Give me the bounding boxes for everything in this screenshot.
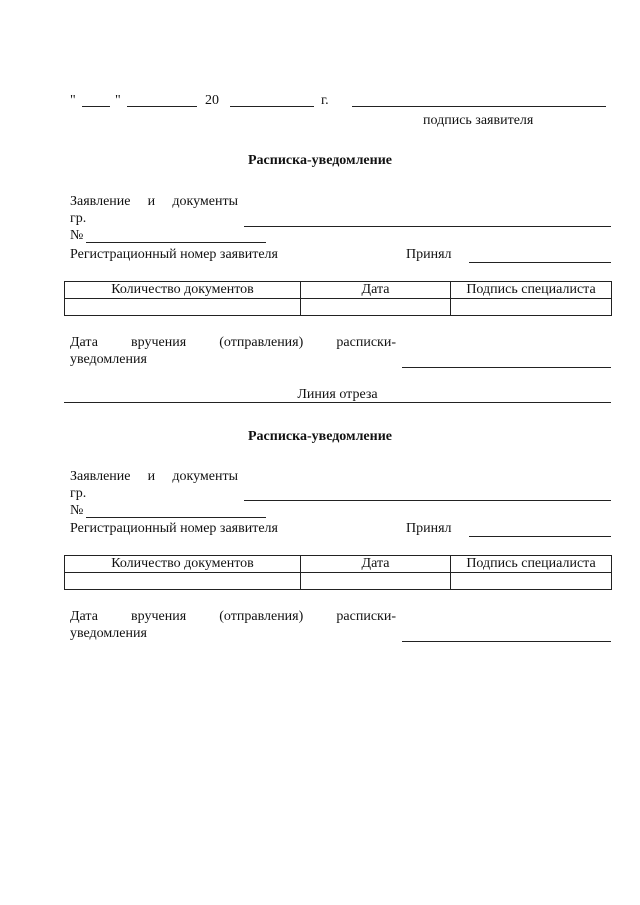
statement-word: и bbox=[147, 194, 156, 209]
accepted-label: Принял bbox=[406, 247, 452, 262]
statement-label-row bbox=[70, 469, 238, 485]
column-header: Дата bbox=[301, 556, 451, 573]
documents-table bbox=[64, 555, 612, 590]
delivery-word: Дата bbox=[70, 335, 98, 350]
accepted-label: Принял bbox=[406, 521, 452, 536]
table-cell[interactable] bbox=[301, 573, 451, 590]
accepted-signature-blank[interactable] bbox=[469, 536, 611, 537]
column-header: Количество документов bbox=[65, 556, 301, 573]
number-blank[interactable] bbox=[86, 517, 266, 518]
citizen-name-blank[interactable] bbox=[244, 500, 611, 501]
citizen-label: гр. bbox=[70, 211, 87, 226]
delivery-date-blank[interactable] bbox=[402, 367, 611, 368]
reg-number-label: Регистрационный номер заявителя bbox=[70, 521, 278, 536]
statement-word: Заявление bbox=[70, 469, 131, 484]
citizen-name-blank[interactable] bbox=[244, 226, 611, 227]
month-blank[interactable] bbox=[127, 106, 197, 107]
receipt-title: Расписка-уведомление bbox=[248, 429, 392, 444]
statement-word: Заявление bbox=[70, 194, 131, 209]
table-cell[interactable] bbox=[65, 299, 301, 316]
year-suffix: г. bbox=[321, 93, 329, 108]
delivery-label-line2: уведомления bbox=[70, 626, 147, 641]
date-quote-close: " bbox=[115, 93, 121, 108]
year-prefix: 20 bbox=[205, 93, 219, 108]
accepted-signature-blank[interactable] bbox=[469, 262, 611, 263]
documents-table bbox=[64, 281, 612, 316]
table-header-row bbox=[65, 556, 612, 573]
statement-word: и bbox=[147, 469, 156, 484]
delivery-word: (отправления) bbox=[219, 609, 304, 624]
table-row bbox=[65, 573, 612, 590]
delivery-word: расписки- bbox=[336, 335, 396, 350]
delivery-word: вручения bbox=[131, 335, 187, 350]
table-cell[interactable] bbox=[451, 299, 612, 316]
delivery-word: вручения bbox=[131, 609, 187, 624]
table-header-row bbox=[65, 282, 612, 299]
delivery-date-label-row bbox=[70, 335, 396, 351]
statement-word: документы bbox=[172, 194, 238, 209]
receipt-title: Расписка-уведомление bbox=[248, 153, 392, 168]
column-header: Подпись специалиста bbox=[451, 282, 612, 299]
date-quote-open: " bbox=[70, 93, 76, 108]
column-header: Количество документов bbox=[65, 282, 301, 299]
table-cell[interactable] bbox=[301, 299, 451, 316]
applicant-signature-blank[interactable] bbox=[352, 106, 606, 107]
table-cell[interactable] bbox=[65, 573, 301, 590]
number-label: № bbox=[70, 228, 84, 243]
day-blank[interactable] bbox=[82, 106, 110, 107]
number-blank[interactable] bbox=[86, 242, 266, 243]
statement-word: документы bbox=[172, 469, 238, 484]
delivery-date-label-row bbox=[70, 609, 396, 625]
table-cell[interactable] bbox=[451, 573, 612, 590]
reg-number-label: Регистрационный номер заявителя bbox=[70, 247, 278, 262]
statement-label-row bbox=[70, 194, 238, 210]
delivery-word: расписки- bbox=[336, 609, 396, 624]
delivery-word: (отправления) bbox=[219, 335, 304, 350]
number-label: № bbox=[70, 503, 84, 518]
delivery-word: Дата bbox=[70, 609, 98, 624]
delivery-date-blank[interactable] bbox=[402, 641, 611, 642]
year-blank[interactable] bbox=[230, 106, 314, 107]
column-header: Дата bbox=[301, 282, 451, 299]
signature-caption: подпись заявителя bbox=[423, 113, 534, 128]
table-row bbox=[65, 299, 612, 316]
delivery-label-line2: уведомления bbox=[70, 352, 147, 367]
cut-line-label: Линия отреза bbox=[297, 387, 378, 402]
column-header: Подпись специалиста bbox=[451, 556, 612, 573]
citizen-label: гр. bbox=[70, 486, 87, 501]
